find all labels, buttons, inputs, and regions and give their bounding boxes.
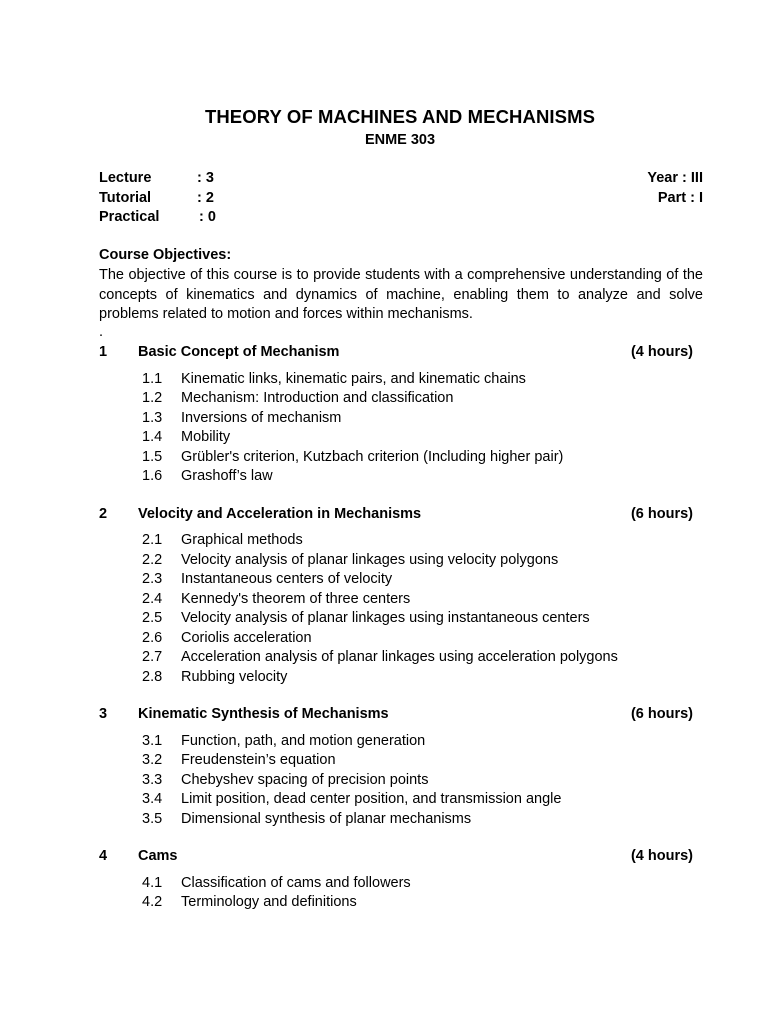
topic-text: Graphical methods	[181, 532, 303, 548]
year-row	[647, 170, 703, 190]
course-code: ENME 303	[364, 132, 436, 148]
topic-text: Grübler's criterion, Kutzbach criterion (Including higher pair)	[181, 448, 564, 465]
topic-item	[99, 409, 693, 429]
course-unit	[99, 343, 693, 487]
practical-label: Practical	[99, 209, 160, 225]
topic-item	[99, 448, 693, 468]
topic-item	[99, 810, 693, 830]
tutorial-label: Tutorial	[99, 189, 152, 206]
unit-heading	[99, 847, 693, 867]
topic-text: Velocity analysis of planar linkages using velocity polygons	[181, 551, 559, 568]
unit-title: Basic Concept of Mechanism	[138, 344, 340, 360]
course-units	[99, 343, 693, 931]
topic-number: 3.2	[142, 752, 163, 768]
unit-number: 4	[99, 848, 108, 864]
year-value: Year : III	[647, 170, 703, 186]
topic-number: 2.2	[142, 551, 163, 568]
tutorial-value: : 2	[197, 189, 214, 206]
topic-number: 1.5	[142, 448, 163, 465]
topic-text: Kennedy's theorem of three centers	[181, 590, 411, 607]
topic-item	[99, 771, 693, 791]
topic-item	[99, 751, 693, 771]
unit-title: Velocity and Acceleration in Mechanisms	[138, 505, 422, 522]
topic-item	[99, 648, 693, 668]
part-value: Part : I	[657, 189, 703, 206]
topic-text: Chebyshev spacing of precision points	[181, 771, 429, 788]
topic-item	[99, 732, 693, 752]
tutorial-row	[99, 190, 216, 210]
unit-heading	[99, 343, 693, 363]
unit-title: Kinematic Synthesis of Mechanisms	[138, 706, 389, 722]
topic-text: Freudenstein’s equation	[181, 752, 336, 768]
part-row	[647, 190, 703, 210]
topic-number: 4.2	[142, 894, 163, 910]
topic-item	[99, 370, 693, 390]
topic-number: 2.6	[142, 629, 163, 646]
document-title: THEORY OF MACHINES AND MECHANISMS	[204, 106, 596, 127]
lecture-label: Lecture	[99, 170, 152, 186]
topic-text: Limit position, dead center position, and transmission angle	[181, 791, 562, 807]
topic-text: Rubbing velocity	[181, 668, 288, 685]
practical-value: : 0	[199, 209, 216, 225]
topic-text: Instantaneous centers of velocity	[181, 571, 393, 587]
unit-hours: (4 hours)	[630, 344, 693, 360]
unit-heading	[99, 505, 693, 525]
unit-number: 3	[99, 706, 108, 722]
unit-number: 1	[99, 344, 108, 360]
topic-number: 3.1	[142, 732, 163, 749]
topic-number: 2.7	[142, 649, 163, 665]
topic-text: Coriolis acceleration	[181, 629, 312, 646]
unit-heading	[99, 705, 693, 725]
topic-number: 3.4	[142, 791, 163, 807]
topic-number: 2.1	[142, 532, 163, 548]
topic-number: 1.6	[142, 468, 163, 484]
topic-item	[99, 668, 693, 688]
topic-number: 2.4	[142, 590, 163, 607]
objectives-trailing-dot: .	[99, 324, 104, 341]
topic-item	[99, 428, 693, 448]
course-hours-block	[99, 170, 216, 229]
topic-number: 1.1	[142, 370, 163, 387]
unit-number: 2	[99, 505, 108, 522]
topic-number: 1.2	[142, 390, 163, 406]
topic-text: Grashoff’s law	[181, 468, 273, 484]
topic-item	[99, 874, 693, 894]
topic-text: Kinematic links, kinematic pairs, and kinematic chains	[181, 370, 526, 387]
topic-item	[99, 790, 693, 810]
topic-text: Velocity analysis of planar linkages using instantaneous centers	[181, 610, 590, 626]
topic-number: 4.1	[142, 874, 163, 891]
lecture-row	[99, 170, 216, 190]
unit-hours: (4 hours)	[630, 848, 693, 864]
topic-text: Classification of cams and followers	[181, 874, 411, 891]
topic-item	[99, 389, 693, 409]
topic-item	[99, 893, 693, 913]
topic-number: 1.4	[142, 429, 163, 445]
topic-number: 3.5	[142, 810, 163, 827]
lecture-value: : 3	[197, 170, 214, 186]
topic-text: Acceleration analysis of planar linkages using acceleration polygons	[181, 649, 618, 665]
topic-item	[99, 609, 693, 629]
objectives-body: The objective of this course is to provide students with a comprehensive understanding of the concepts of kinematics and dynamics of machine, enabling them to analyze and solve problems related to motion and forces within mechanisms.	[99, 266, 703, 323]
unit-hours: (6 hours)	[630, 505, 693, 522]
topic-item	[99, 570, 693, 590]
course-unit	[99, 705, 693, 829]
topic-text: Function, path, and motion generation	[181, 732, 426, 749]
topic-number: 2.5	[142, 610, 163, 626]
topic-number: 1.3	[142, 409, 163, 426]
topic-item	[99, 590, 693, 610]
topic-number: 3.3	[142, 771, 163, 788]
topic-text: Mechanism: Introduction and classification	[181, 390, 454, 406]
topic-item	[99, 531, 693, 551]
topic-text: Mobility	[181, 429, 231, 445]
topic-item	[99, 629, 693, 649]
objectives-heading: Course Objectives:	[99, 247, 232, 263]
course-unit	[99, 847, 693, 913]
topic-item	[99, 551, 693, 571]
unit-hours: (6 hours)	[630, 706, 693, 722]
practical-row	[99, 209, 216, 229]
topic-text: Terminology and definitions	[181, 894, 357, 910]
topic-item	[99, 467, 693, 487]
topic-text: Inversions of mechanism	[181, 409, 342, 426]
course-objectives	[99, 246, 703, 341]
topic-number: 2.8	[142, 668, 163, 685]
topic-number: 2.3	[142, 571, 163, 587]
unit-title: Cams	[138, 848, 178, 864]
year-part-block	[647, 170, 703, 209]
topic-text: Dimensional synthesis of planar mechanisms	[181, 810, 472, 827]
course-unit	[99, 505, 693, 688]
